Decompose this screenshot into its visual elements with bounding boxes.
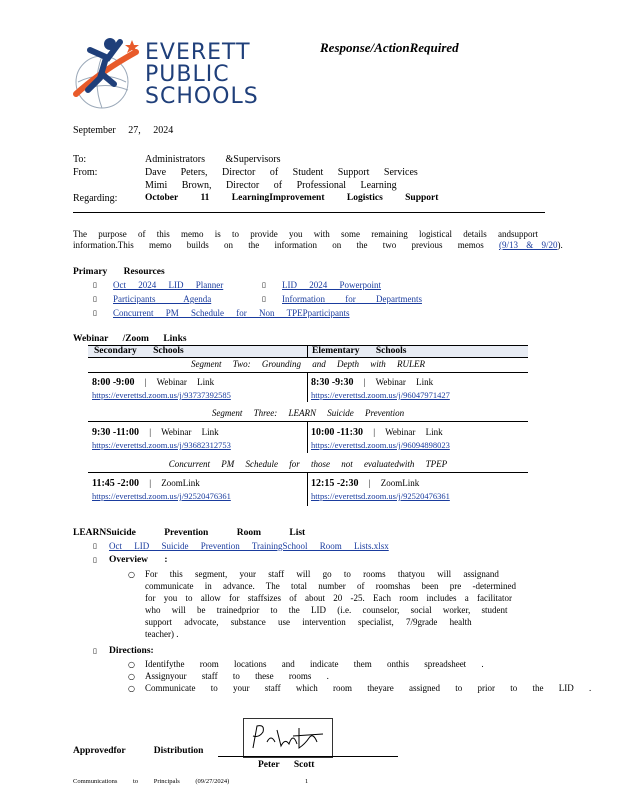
segment-2-left-time: 9:30 -11:00 <box>92 427 139 438</box>
primary-resources-heading: Primary Resources <box>73 267 165 277</box>
overview-line-2: communicate in advance. The total number of roomshas been pre -determined <box>145 581 516 591</box>
webinar-heading: Webinar /Zoom Links <box>73 334 187 344</box>
signature-image <box>243 718 333 758</box>
segment-2-right-time: 10:00 -11:30 <box>311 427 363 438</box>
overview-line-4: who will be trainedprior to the LID (i.e. counselor, social worker, student <box>145 605 508 615</box>
purpose-line-2 <box>73 240 563 250</box>
circle-bullet-icon: ○ <box>128 660 135 669</box>
circle-bullet-icon: ○ <box>128 672 135 681</box>
segment-3-right-label: | ZoomLink <box>368 478 420 488</box>
overview-line-6: teacher) . <box>145 629 179 639</box>
segment-1-right-url[interactable]: https://everettsd.zoom.us/j/96047971427 <box>311 390 450 400</box>
lid-planner-link[interactable]: Oct 2024 LID Planner <box>113 280 224 290</box>
signature-line <box>218 756 398 757</box>
circle-bullet-icon: ○ <box>128 570 135 579</box>
response-required: Response/ActionRequired <box>320 40 459 55</box>
footer-left: Communications to Principals (09/27/2024) <box>73 778 230 785</box>
segment-3-right <box>311 478 419 489</box>
segment-3-right-time: 12:15 -2:30 <box>311 478 359 489</box>
segment-3-left <box>92 478 200 489</box>
room-list-link[interactable]: Oct LID Suicide Prevention TrainingSchool Room Lists.xlsx <box>109 541 389 551</box>
logo-line-2: PUBLIC <box>145 62 230 87</box>
secondary-schools-header: Secondary Schools <box>94 346 184 356</box>
bullet-icon: ▯ <box>93 542 97 550</box>
segment-1-left <box>92 377 214 388</box>
segment-3-left-label: | ZoomLink <box>149 478 200 488</box>
from-value-2: Mimi Brown, Director of Professional Learning <box>145 180 397 191</box>
purpose-end: ). <box>557 240 563 250</box>
purpose-text: information.This memo builds on the information on the two previous memos <box>73 240 484 250</box>
segment-3-right-url[interactable]: https://everettsd.zoom.us/j/92520476361 <box>311 491 450 501</box>
concurrent-schedule-link[interactable]: Concurrent PM Schedule for Non TPEPparticipants <box>113 308 350 318</box>
segment-title-3: Concurrent PM Schedule for those not evaluatedwith TPEP <box>168 459 448 469</box>
signer-name: Peter Scott <box>258 760 315 770</box>
page-number: 1 <box>305 778 309 785</box>
overview-line-3: for you to allow for staffsizes of about 20 -25. Each room includes a facilitator <box>145 593 512 603</box>
bullet-icon: ▯ <box>93 295 97 303</box>
segment-1-right-label: | Webinar Link <box>363 377 434 387</box>
previous-memos-link[interactable]: (9/13 & 9/20 <box>498 240 558 250</box>
segment-2-left-url[interactable]: https://everettsd.zoom.us/j/93682312753 <box>92 440 231 450</box>
bullet-icon: ▯ <box>262 295 266 303</box>
from-label: From: <box>73 167 98 178</box>
regarding-label: Regarding: <box>73 193 118 204</box>
memo-date: September 27, 2024 <box>73 125 174 136</box>
segment-2-left-label: | Webinar Link <box>149 427 219 437</box>
header-divider <box>73 212 545 213</box>
direction-2: Assignyour staff to these rooms . <box>145 671 329 681</box>
regarding-value: October 11 LearningImprovement Logistics Support <box>145 193 439 203</box>
segment-2-left <box>92 427 219 438</box>
learn-heading: LEARNSuicide Prevention Room List <box>73 528 306 538</box>
segment-1-left-label: | Webinar Link <box>144 377 215 387</box>
segment-3-left-time: 11:45 -2:00 <box>92 478 139 489</box>
purpose-line-1: The purpose of this memo is to provide you with some remaining logistical details andsupport <box>73 229 538 239</box>
segment-1-right <box>311 377 433 388</box>
directions-label: Directions: <box>109 646 154 656</box>
to-value: Administrators &Supervisors <box>145 154 281 165</box>
segment-1-left-time: 8:00 -9:00 <box>92 377 135 388</box>
bullet-icon: ▯ <box>262 281 266 289</box>
elementary-schools-header: Elementary Schools <box>312 346 407 356</box>
circle-bullet-icon: ○ <box>128 684 135 693</box>
segment-title-2: Segment Three: LEARN Suicide Prevention <box>211 408 405 418</box>
logo-line-3: SCHOOLS <box>145 84 259 109</box>
approved-for-distribution: Approvedfor Distribution <box>73 746 204 756</box>
departments-info-link[interactable]: Information for Departments <box>282 294 422 304</box>
participants-agenda-link[interactable]: Participants Agenda <box>113 294 212 304</box>
bullet-icon: ▯ <box>93 556 97 564</box>
bullet-icon: ▯ <box>93 281 97 289</box>
segment-1-right-time: 8:30 -9:30 <box>311 377 354 388</box>
bullet-icon: ▯ <box>93 309 97 317</box>
direction-3: Communicate to your staff which room theyare assigned to prior to the LID . <box>145 683 592 693</box>
webinar-table <box>88 345 528 507</box>
to-label: To: <box>73 154 87 165</box>
overview-line-5: support advocate, substance use intervention specialist, 7/9grade health <box>145 617 472 627</box>
lid-powerpoint-link[interactable]: LID 2024 Powerpoint <box>282 280 381 290</box>
overview-line-1: For this segment, your staff will go to rooms thatyou will assignand <box>145 569 499 579</box>
direction-1: Identifythe room locations and indicate them onthis spreadsheet . <box>145 659 484 669</box>
segment-2-right-label: | Webinar Link <box>373 427 443 437</box>
segment-title-1: Segment Two: Grounding and Depth with RULER <box>191 359 425 369</box>
segment-1-left-url[interactable]: https://everettsd.zoom.us/j/93737392585 <box>92 390 231 400</box>
segment-3-left-url[interactable]: https://everettsd.zoom.us/j/92520476361 <box>92 491 231 501</box>
logo-line-1: EVERETT <box>145 40 251 65</box>
segment-2-right-url[interactable]: https://everettsd.zoom.us/j/96094898023 <box>311 440 450 450</box>
segment-2-right <box>311 427 443 438</box>
overview-label: Overview : <box>109 555 168 565</box>
from-value-1: Dave Peters, Director of Student Support Services <box>145 167 418 178</box>
bullet-icon: ▯ <box>93 647 97 655</box>
district-logo <box>70 32 259 112</box>
globe-person-icon <box>70 32 140 112</box>
